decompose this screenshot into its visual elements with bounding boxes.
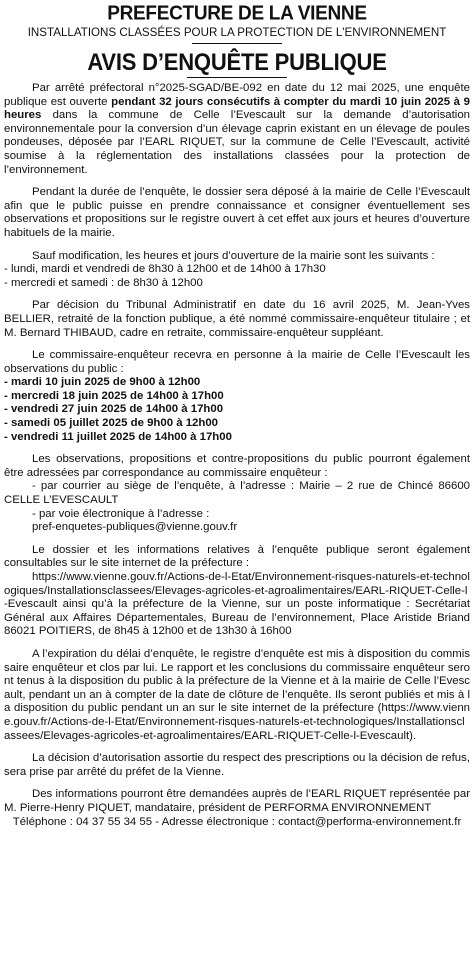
paragraph-consultation-url <box>4 571 470 639</box>
paragraph-text: Par arrêté préfectoral n°2025-SGAD/BE-092 en date du 12 mai 2025, une enquête publique est ouverte <box>4 82 470 108</box>
permanence-item: - vendredi 11 juillet 2025 de 14h00 à 17h00 <box>4 430 232 443</box>
permanence-item: - samedi 05 juillet 2025 de 9h00 à 12h00 <box>4 417 219 430</box>
paragraph-arrete <box>4 82 470 177</box>
enquete-duration: pendant 32 jours consécutifs à compter du mardi 10 juin 2025 à 9 heures <box>4 95 470 122</box>
divider <box>192 43 282 44</box>
avis-title: AVIS D’ENQUÊTE PUBLIQUE <box>87 47 387 76</box>
permanence-item: - mardi 10 juin 2025 de 9h00 à 12h00 <box>4 376 201 389</box>
paragraph-consultation: Le dossier et les informations relatives à l’enquête publique seront également consultables sur le site internet de la préfecture : <box>4 543 470 570</box>
paragraph-correspondance: Les observations, propositions et contre-propositions du public pourront également être adressées par correspondance au commissaire enquêteur : <box>4 453 470 479</box>
horaire-item: - mercredi et samedi : de 8h30 à 12h00 <box>4 276 203 289</box>
divider <box>187 77 287 78</box>
horaire-item: - lundi, mardi et vendredi de 8h30 à 12h00 et de 14h00 à 17h30 <box>4 263 326 276</box>
email-label: - par voie électronique à l’adresse : <box>32 507 210 520</box>
paragraph-commissaire: Par décision du Tribunal Administratif en date du 16 avril 2025, M. Jean-Yves BELLIER, retraité de la fonction publique, a été nommé commissaire-enquêteur titulaire ; et M. Bernard THIBAUD, cadre en retraite, commissaire-enquêteur suppléant. <box>4 299 470 339</box>
paragraph-dossier: Pendant la durée de l’enquête, le dossier sera déposé à la mairie de Celle l’Evescault afin que le public puisse en prendre connaissance et consigner éventuellement ses observations et propositions sur le registre ouvert à cet effet aux jours et heures d’ouverture habituels de la mairie. <box>4 186 470 239</box>
permanence-item: - vendredi 27 juin 2025 de 14h00 à 17h00 <box>4 403 224 416</box>
email-address: pref-enquetes-publiques@vienne.gouv.fr <box>32 521 238 534</box>
paragraph-permanences-intro: Le commissaire-enquêteur recevra en personne à la mairie de Celle l’Evescault les observations du public : <box>4 349 470 375</box>
courrier-address: - par courrier au siège de l’enquête, à l’adresse : Mairie – 2 rue de Chincé 86600 CELLE L’EVESCAULT <box>4 480 470 507</box>
paragraph-decision: La décision d’autorisation assortie du respect des prescriptions ou la décision de refus, sera prise par arrêté du préfet de la Vienne. <box>4 752 470 778</box>
paragraph-horaires-intro: Sauf modification, les heures et jours d’ouverture de la mairie sont les suivants : <box>32 249 435 262</box>
paragraph-text: dans la commune de Celle l’Evescault sur la demande d’autorisation environnementale pour la conversion d’un élevage caprin existant en un élevage de poules pondeuses, déposée par l’EARL RIQUET, sur la commune de Celle l’Evescault, activité soumise à la réglementation des installations classées pour la protection de l’environnement. <box>4 109 470 176</box>
installations-subtitle: INSTALLATIONS CLASSÉES POUR LA PROTECTION DE L'ENVIRONNEMENT <box>27 26 447 39</box>
paragraph-rapport: A l’expiration du délai d’enquête, le registre d’enquête est mis à disposition du commissaire enquêteur et clos par lui. Le rapport et les conclusions du commissaire enquêteur seront tenus à la disposition du public à la préfecture de la Vienne et à la mairie de Celle l’Evescault, pendant un an à compter de la date de clôture de l’enquête. Ils seront publiés et mis à la disposition du public pendant un an sur le site internet de la préfecture (https://www.vienne.gouv.fr/Actions-de-l-Etat/Environnement-risques-naturels-et-technologiques/Installationsclassees/Elevages-agricoles-et-agroalimentaires/EARL-RIQUET-Celle-l-Evescault). <box>4 647 470 742</box>
paragraph-text: ainsi qu’à la préfecture de la Vienne, sur un poste informatique : Secrétariat Général aux Affaires Départementales, Bureau de l’environnement, Place Aristide Briand 86021 POITIERS, de 8h45 à 12h00 et de 13h30 à 16h00 <box>4 598 470 638</box>
prefecture-title: PREFECTURE DE LA VIENNE <box>107 2 367 25</box>
contact-line: Téléphone : 04 37 55 34 55 - Adresse électronique : contact@performa-environnement.fr <box>12 815 462 828</box>
paragraph-informations: Des informations pourront être demandées auprès de l’EARL RIQUET représentée par M. Pierre-Henry PIQUET, mandataire, président de PERFORMA ENVIRONNEMENT <box>4 788 470 814</box>
prefecture-url: https://www.vienne.gouv.fr/Actions-de-l-Etat/Environnement-risques-naturels-et-technologiques/Installationsclassees/Elevages-agricoles-et-agroalimentaires/EARL-RIQUET-Celle-l-Evescault <box>4 571 470 611</box>
permanence-item: - mercredi 18 juin 2025 de 14h00 à 17h00 <box>4 389 224 402</box>
